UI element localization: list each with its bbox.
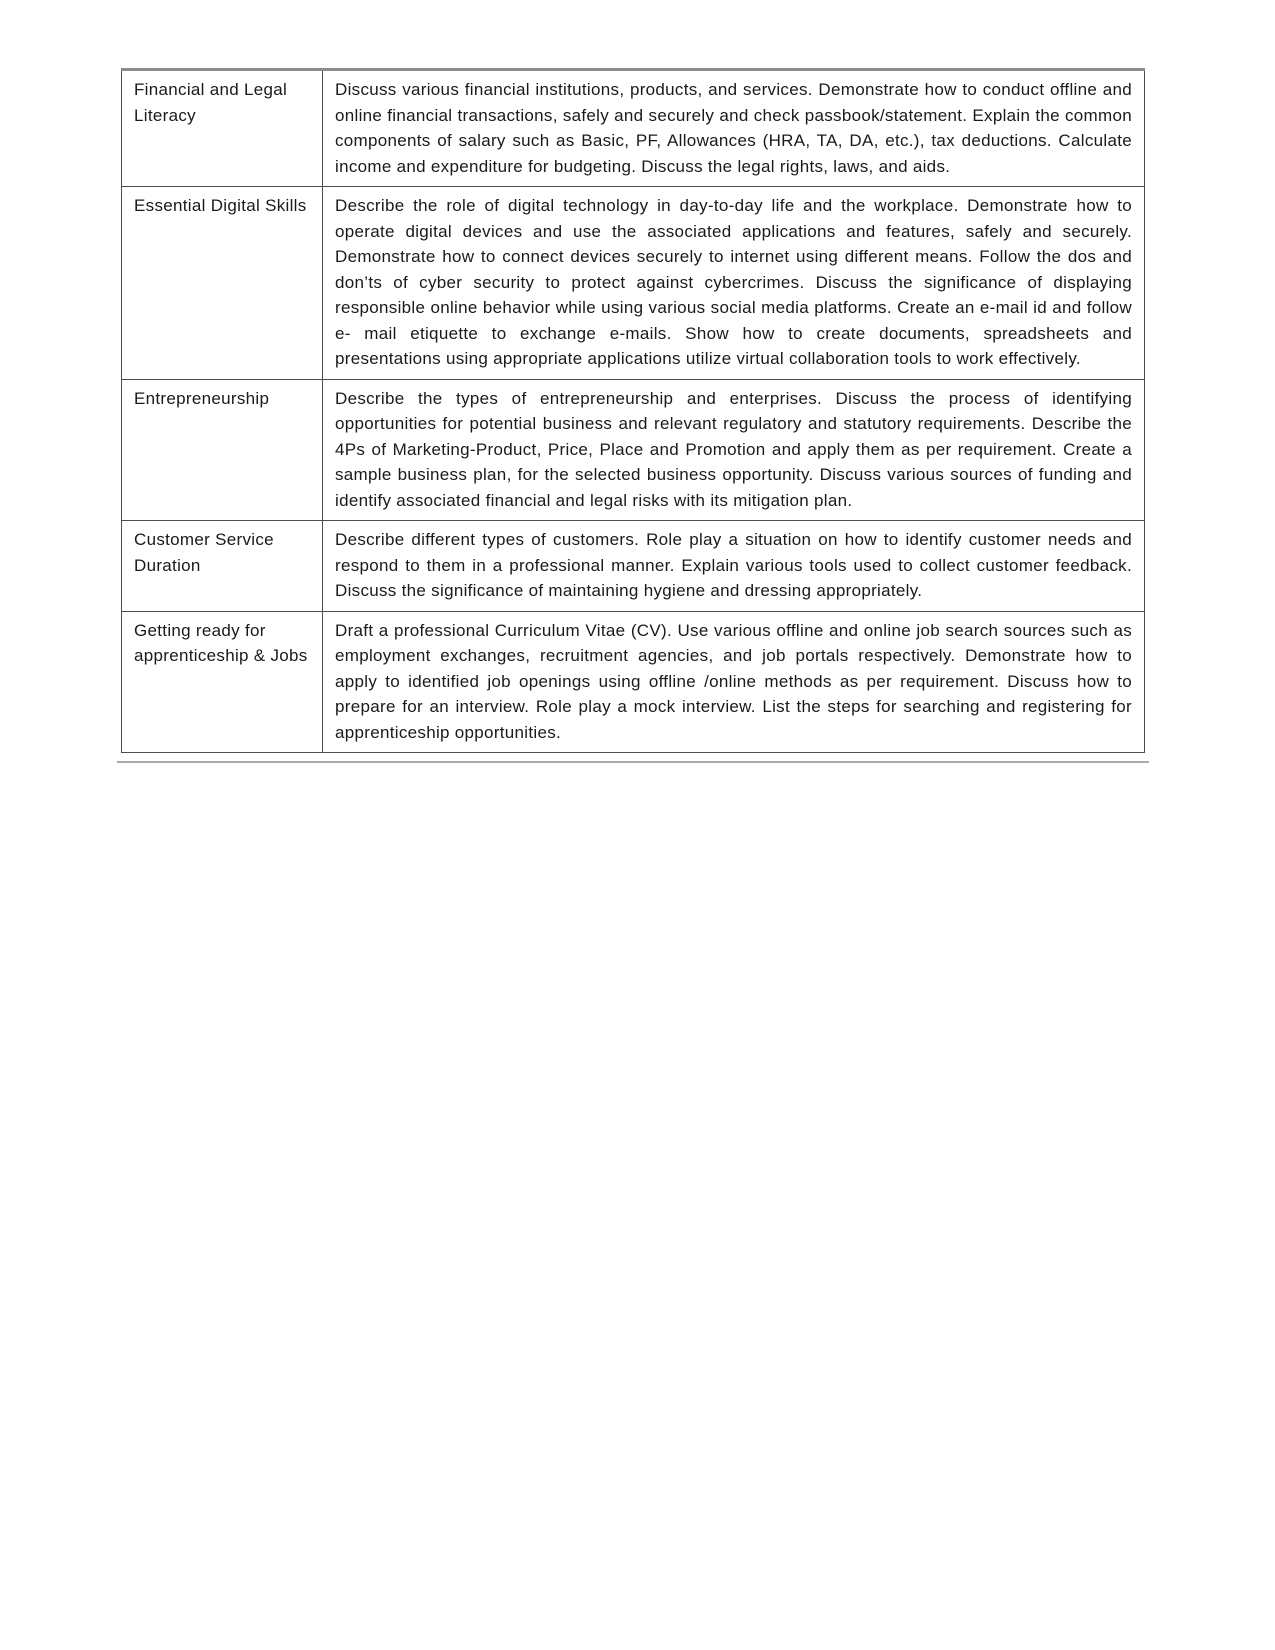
topic-cell-essential-digital-skills: Essential Digital Skills [122, 187, 323, 380]
curriculum-table-container [121, 68, 1145, 753]
description-cell: Discuss various financial institutions, products, and services. Demonstrate how to conduct offline and online financial transactions, safely and securely and check passbook/statement. Explain the common components of salary such as Basic, PF, Allowances (HRA, TA, DA, etc.), tax deductions. Calculate income and expenditure for budgeting. Discuss the legal rights, laws, and aids. [323, 70, 1145, 187]
description-cell: Draft a professional Curriculum Vitae (CV). Use various offline and online job search sources such as employment exchanges, recruitment agencies, and job portals respectively. Demonstrate how to apply to identified job openings using offline /online methods as per requirement. Discuss how to prepare for an interview. Role play a mock interview. List the steps for searching and registering for apprenticeship opportunities. [323, 611, 1145, 753]
description-cell: Describe the role of digital technology in day-to-day life and the workplace. Demonstrate how to operate digital devices and use the associated applications and features, safely and securely. Demonstrate how to connect devices securely to internet using different means. Follow the dos and don’ts of cyber security to protect against cybercrimes. Discuss the significance of displaying responsible online behavior while using various social media platforms. Create an e-mail id and follow e- mail etiquette to exchange e-mails. Show how to create documents, spreadsheets and presentations using appropriate applications utilize virtual collaboration tools to work effectively. [323, 187, 1145, 380]
table-row [122, 187, 1145, 380]
topic-cell-getting-ready-apprenticeship-jobs: Getting ready for apprenticeship & Jobs [122, 611, 323, 753]
table-row [122, 611, 1145, 753]
topic-cell-customer-service-duration: Customer Service Duration [122, 521, 323, 612]
table-row [122, 521, 1145, 612]
topic-cell-financial-legal-literacy: Financial and Legal Literacy [122, 70, 323, 187]
table-row [122, 70, 1145, 187]
description-cell: Describe the types of entrepreneurship and enterprises. Discuss the process of identifying opportunities for potential business and relevant regulatory and statutory requirements. Describe the 4Ps of Marketing-Product, Price, Place and Promotion and apply them as per requirement. Create a sample business plan, for the selected business opportunity. Discuss various sources of funding and identify associated financial and legal risks with its mitigation plan. [323, 379, 1145, 521]
horizontal-rule [117, 761, 1149, 763]
curriculum-table [121, 68, 1145, 753]
description-cell: Describe different types of customers. Role play a situation on how to identify customer needs and respond to them in a professional manner. Explain various tools used to collect customer feedback. Discuss the significance of maintaining hygiene and dressing appropriately. [323, 521, 1145, 612]
table-row [122, 379, 1145, 521]
topic-cell-entrepreneurship: Entrepreneurship [122, 379, 323, 521]
